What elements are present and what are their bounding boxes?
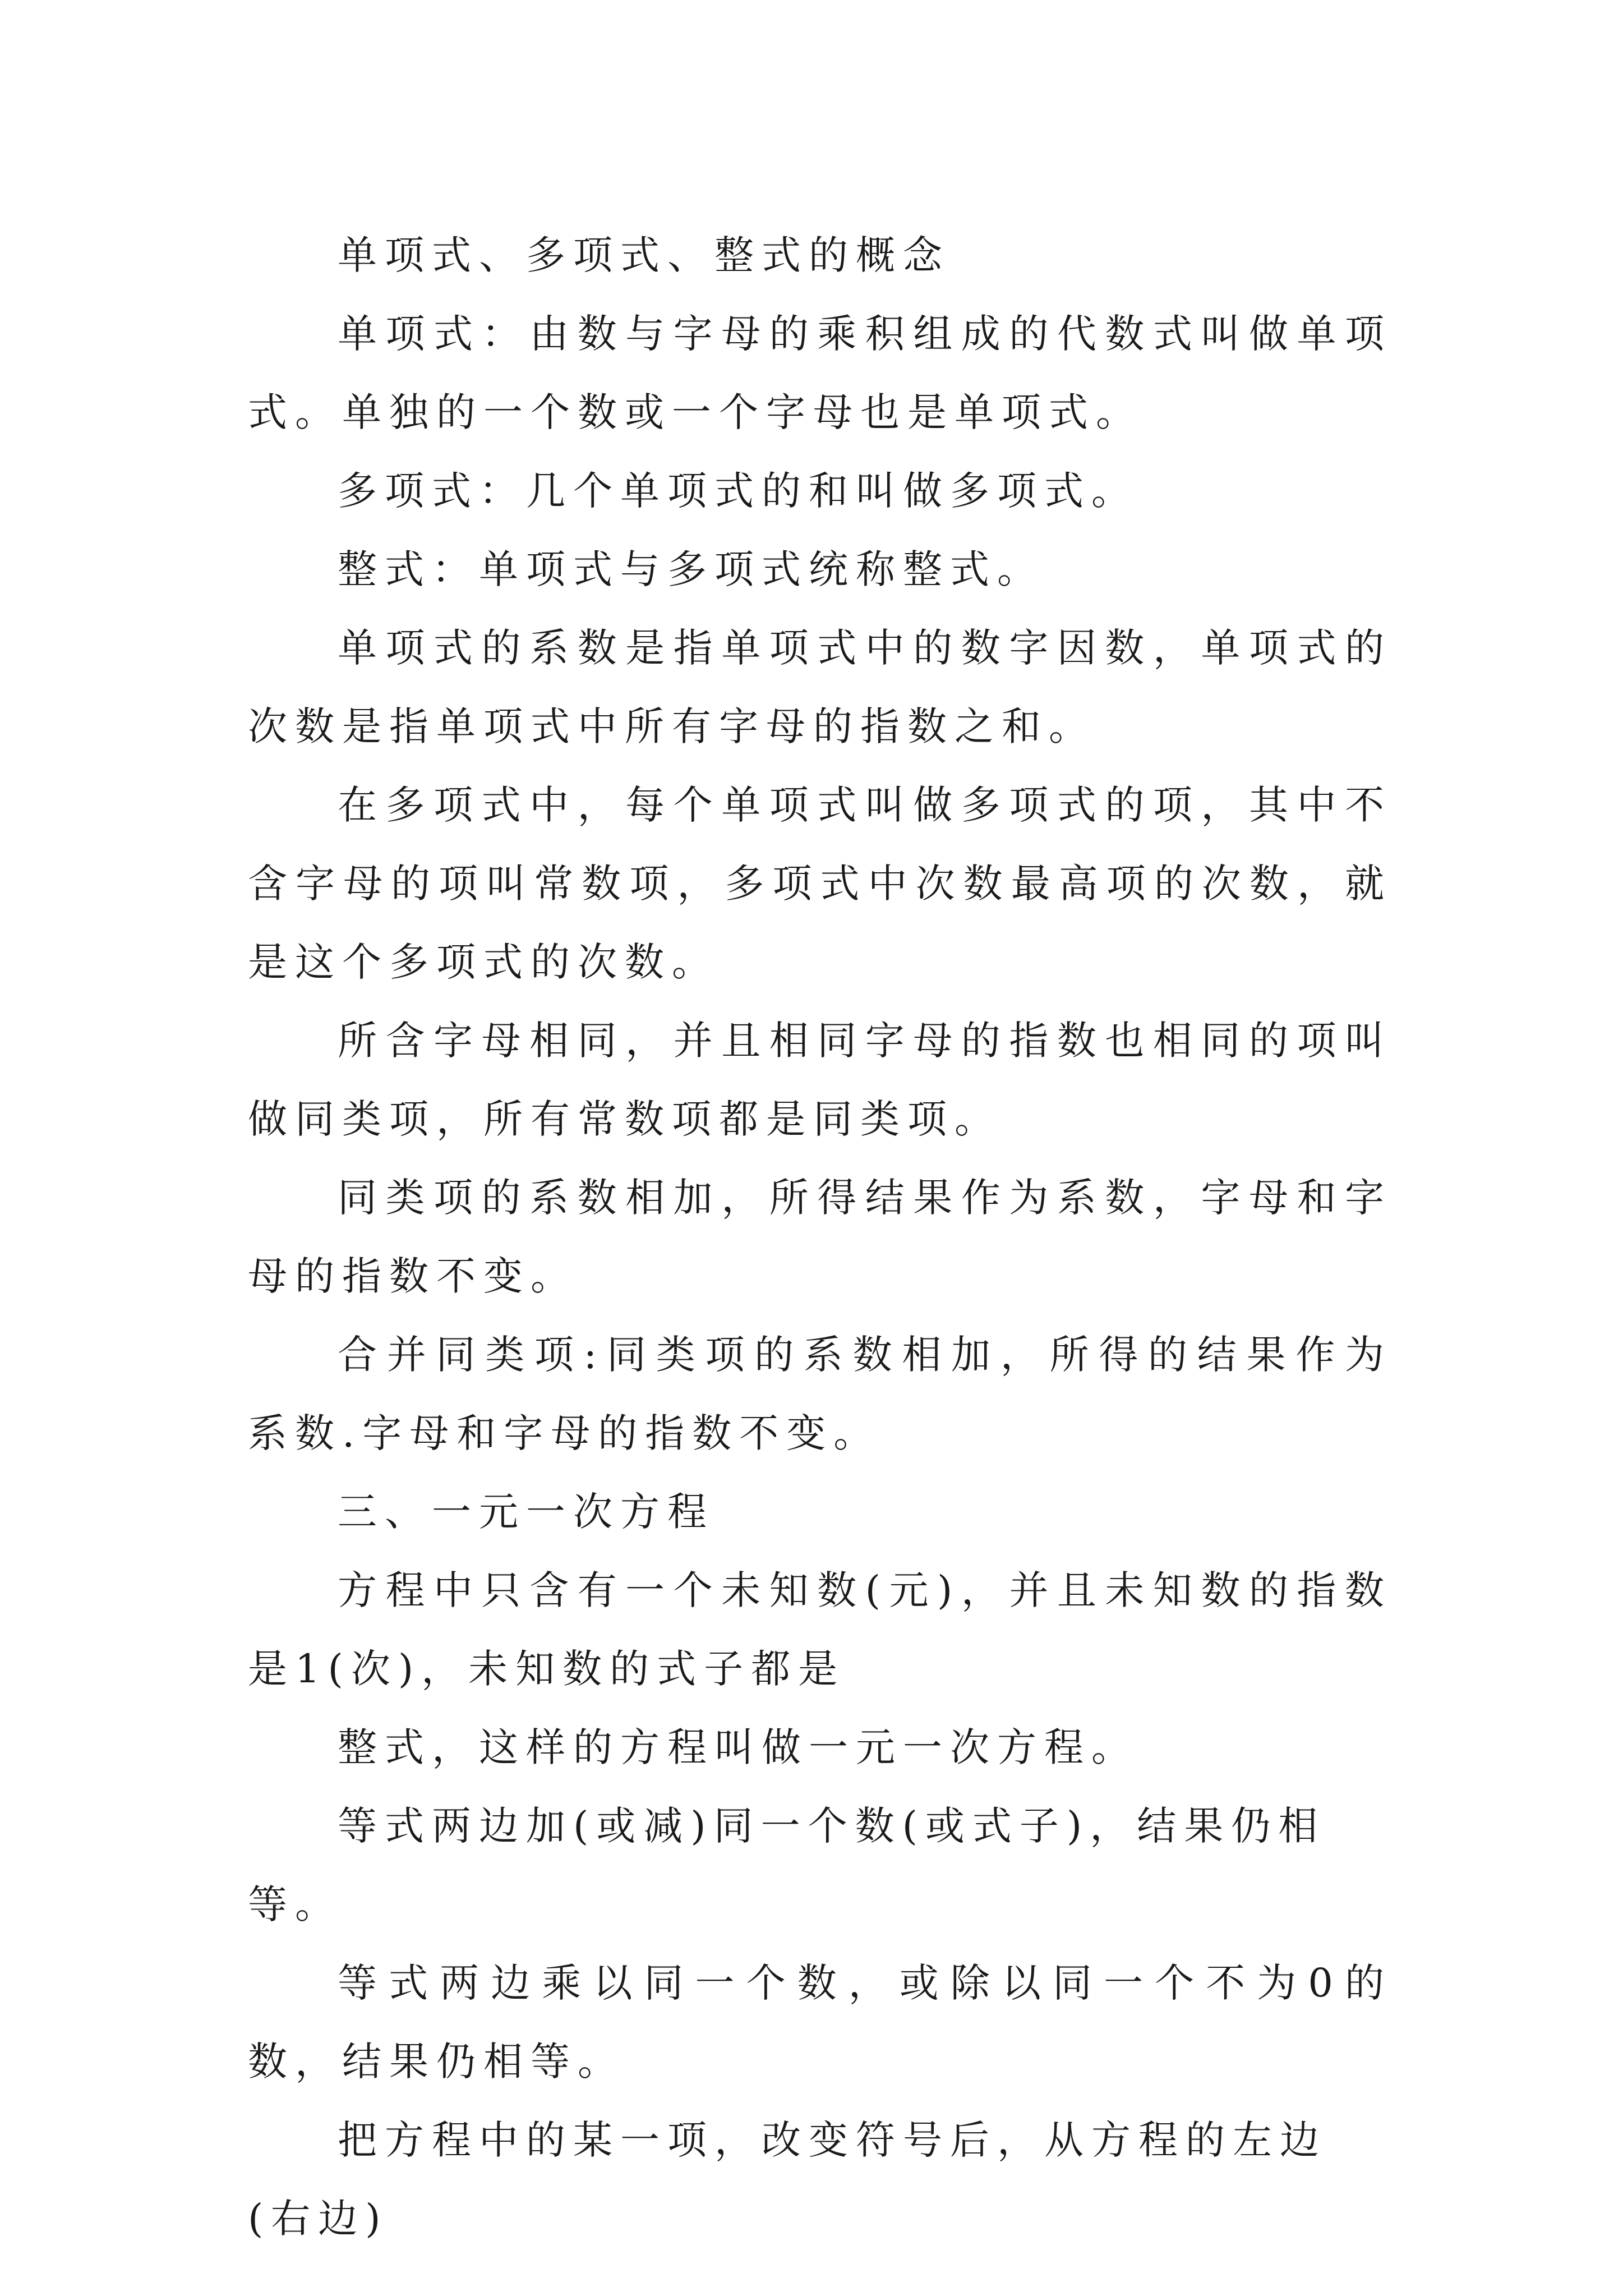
section-heading-concepts: 单项式、多项式、整式的概念: [338, 232, 950, 278]
paragraph-monomial-definition: 单项式：由数与字母的乘积组成的代数式叫做单项式。单独的一个数或一个字母也是单项式。: [248, 311, 1392, 435]
paragraph-equation-property-multiplication: 等式两边乘以同一个数，或除以同一个不为0的数，结果仍相等。: [248, 1960, 1392, 2085]
paragraph-equation-property-addition: 等式两边加(或减)同一个数(或式子)，结果仍相等。: [248, 1803, 1326, 1927]
paragraph-linear-equation-definition: 方程中只含有一个未知数(元)，并且未知数的指数是1(次)，未知数的式子都是: [248, 1567, 1392, 1692]
paragraph-combining-like-terms: 合并同类项:同类项的系数相加，所得的结果作为系数.字母和字母的指数不变。: [248, 1332, 1392, 1456]
paragraph-coefficient-degree: 单项式的系数是指单项式中的数字因数，单项式的次数是指单项式中所有字母的指数之和。: [248, 625, 1392, 749]
paragraph-transposition: 把方程中的某一项，改变符号后，从方程的左边(右边): [248, 2117, 1327, 2242]
paragraph-integral-expression-definition: 整式：单项式与多项式统称整式。: [338, 546, 1044, 592]
paragraph-polynomial-definition: 多项式：几个单项式的和叫做多项式。: [338, 468, 1138, 514]
paragraph-like-terms: 所含字母相同，并且相同字母的指数也相同的项叫做同类项，所有常数项都是同类项。: [248, 1018, 1392, 1142]
paragraph-like-terms-addition: 同类项的系数相加，所得结果作为系数，字母和字母的指数不变。: [248, 1175, 1392, 1299]
document-body: [248, 216, 1392, 2258]
paragraph-polynomial-terms: 在多项式中，每个单项式叫做多项式的项，其中不含字母的项叫常数项，多项式中次数最高项的次数，就是这个多项式的次数。: [248, 782, 1392, 985]
paragraph-linear-equation-continued: 整式，这样的方程叫做一元一次方程。: [338, 1724, 1138, 1770]
section-heading-linear-equation: 三、一元一次方程: [338, 1489, 714, 1535]
